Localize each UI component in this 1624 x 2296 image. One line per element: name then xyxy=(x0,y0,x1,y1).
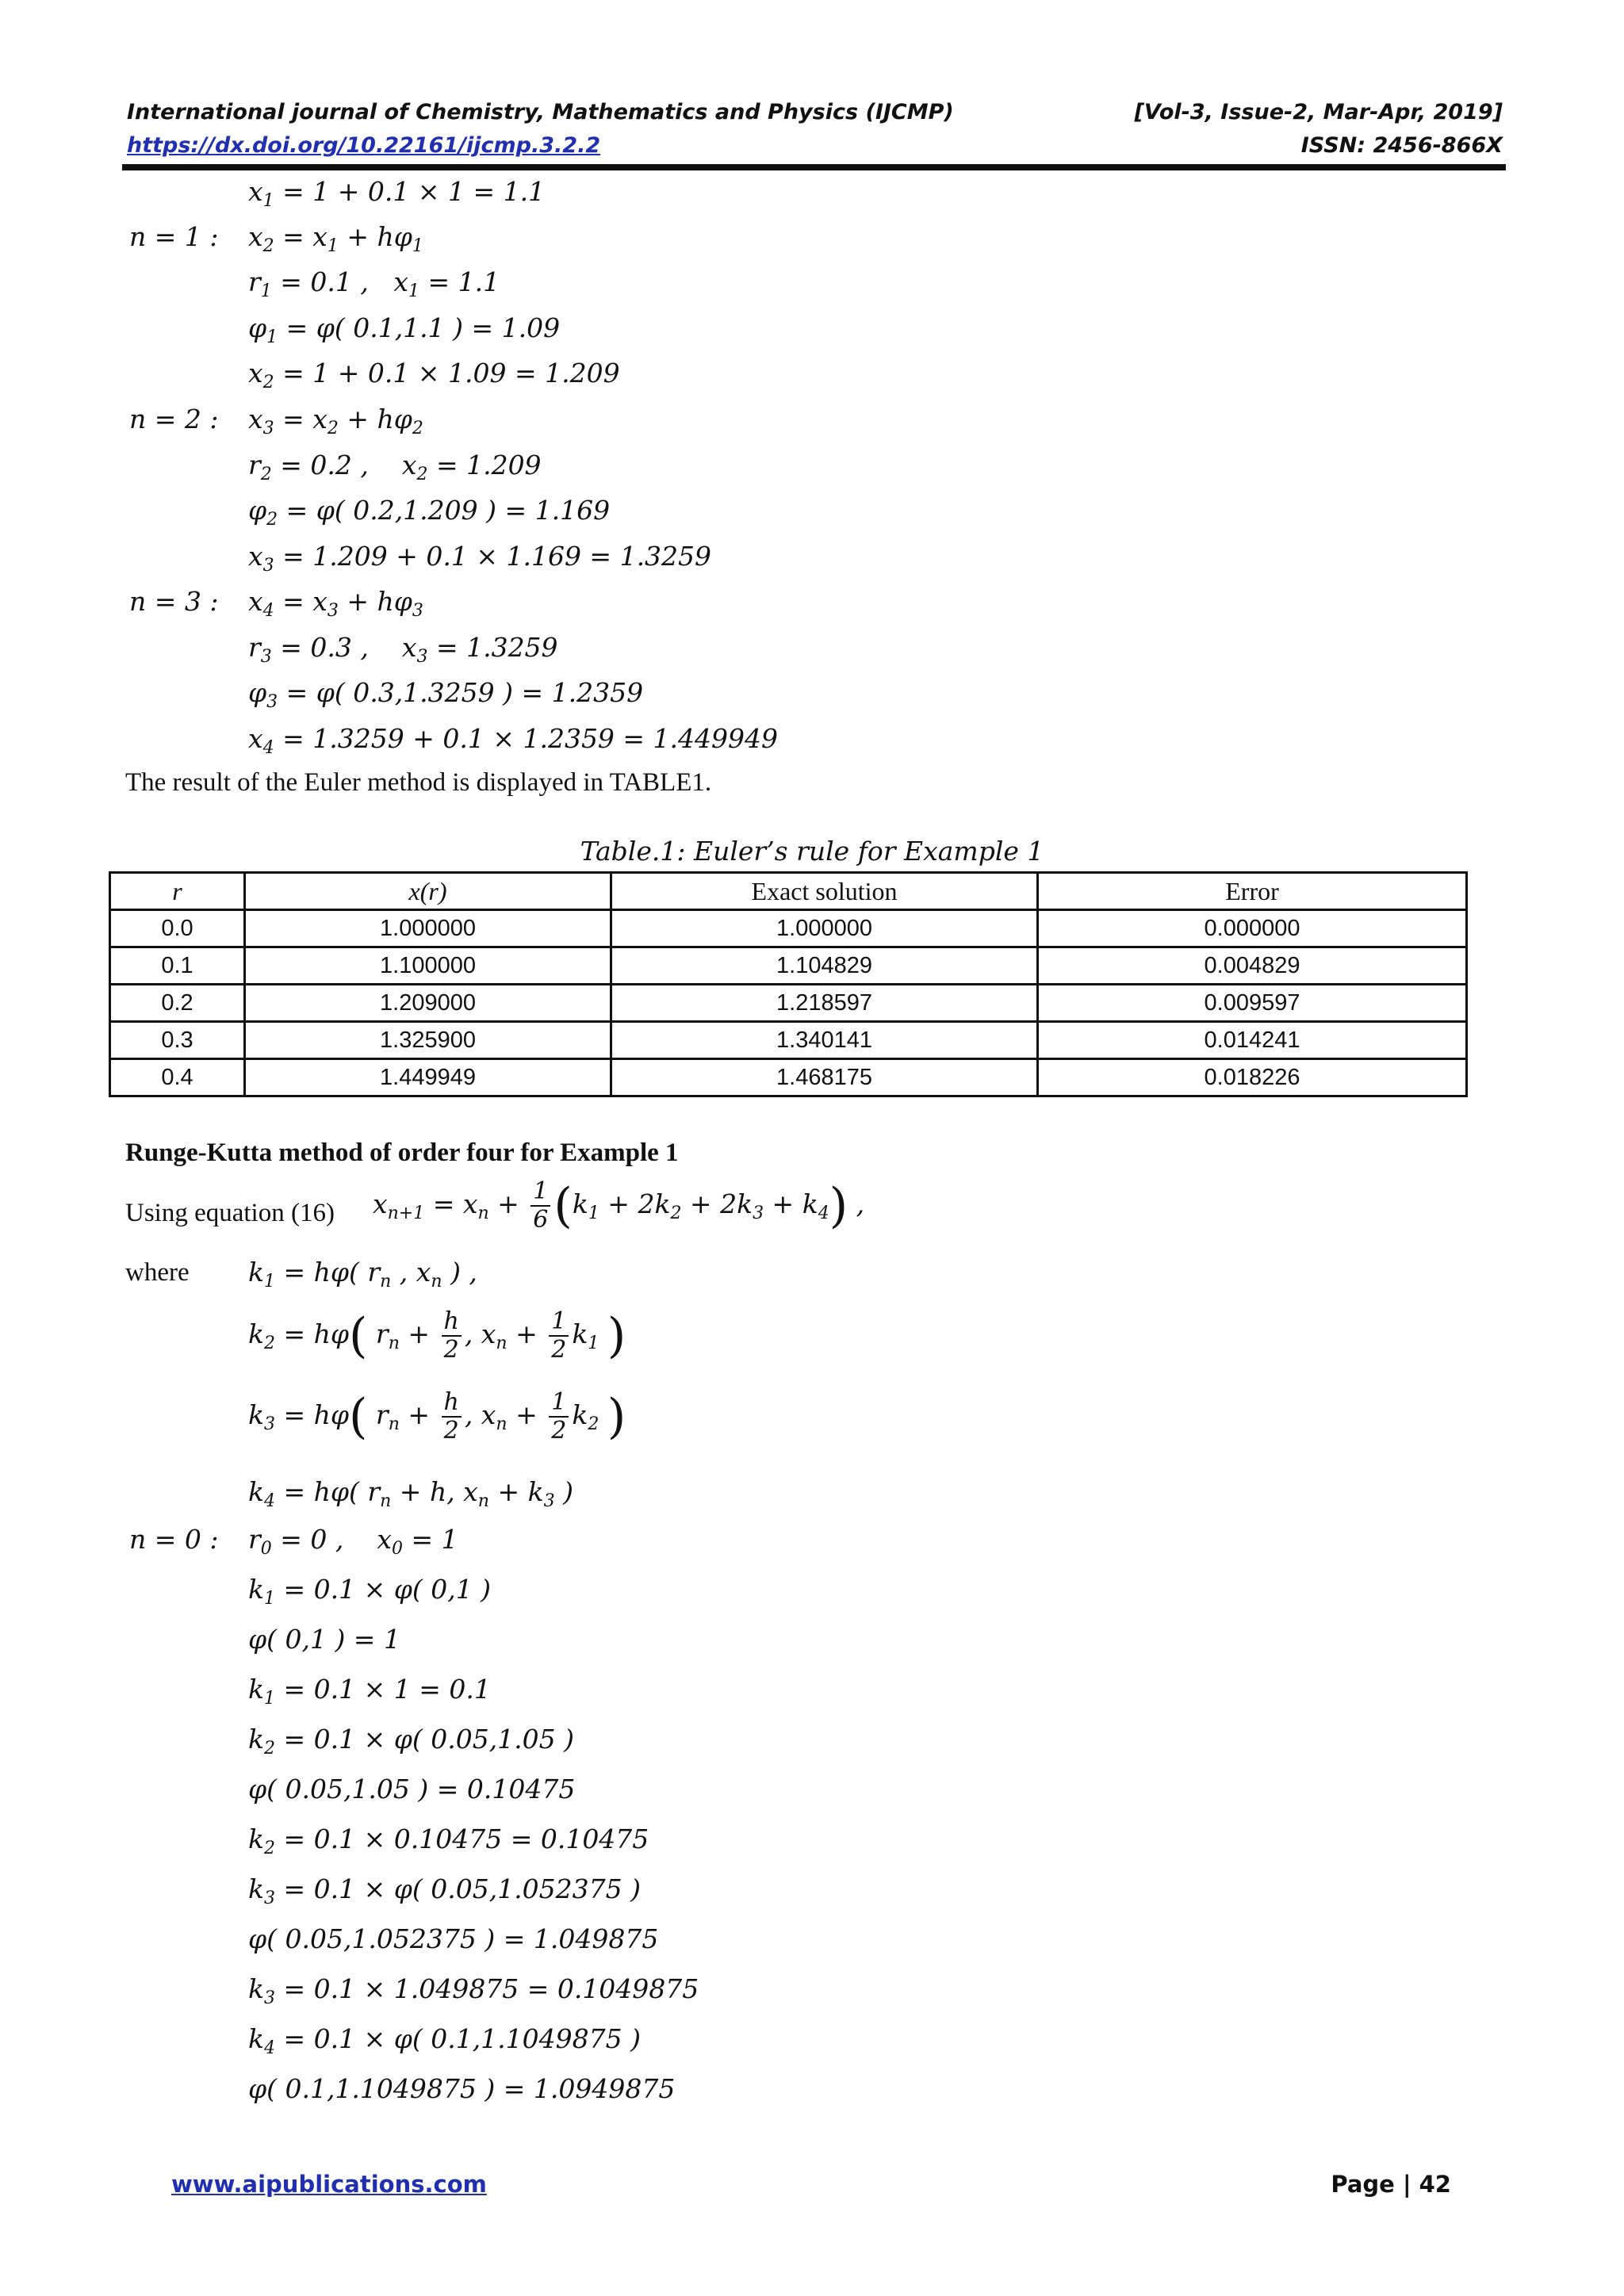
rk-line-2: φ( 0,1 ) = 1 xyxy=(248,1624,400,1655)
table-cell: 0.1 xyxy=(110,947,245,985)
euler-n1-result: $x_2 = 1 + 0.1 \times 1.09 = 1.209$ xyxy=(248,358,620,392)
euler-n3-label: n = 3 : xyxy=(129,586,219,617)
table-cell: 1.325900 xyxy=(245,1022,611,1059)
euler-n1-phi: $\varphi_1 = \varphi$( 0.1,1.1 ) = 1.09 xyxy=(248,312,561,347)
col-header-exact: Exact solution xyxy=(611,873,1038,910)
table-cell: 1.468175 xyxy=(611,1059,1038,1096)
table-cell: 1.100000 xyxy=(245,947,611,985)
euler-n3-vals: $r_3 = 0.3$ , $x_3 = 1.3259$ xyxy=(248,632,558,667)
euler-result-text: The result of the Euler method is displayed in TABLE1. xyxy=(125,768,712,797)
rk-line-5: φ( 0.05,1.05 ) = 0.10475 xyxy=(248,1774,576,1804)
table-cell: 0.018226 xyxy=(1038,1059,1467,1096)
rk-line-4: $k_2 = 0.1 \times \varphi$( 0.05,1.05 ) xyxy=(248,1724,575,1758)
euler-n3-phi: $\varphi_3 = \varphi$( 0.3,1.3259 ) = 1.2359 xyxy=(248,677,644,712)
table-cell: 1.104829 xyxy=(611,947,1038,985)
euler-n2-result: $x_3 = 1.209 + 0.1 \times 1.169 = 1.3259$ xyxy=(248,541,712,576)
table-header-row xyxy=(110,873,1467,910)
col-header-r: r xyxy=(110,873,245,910)
rk-line-7: $k_3 = 0.1 \times \varphi$( 0.05,1.052375 ) xyxy=(248,1873,642,1908)
table-caption: Table.1: Euler’s rule for Example 1 xyxy=(580,836,1044,867)
issn: ISSN: 2456-866X xyxy=(1300,133,1503,158)
table-cell: 1.000000 xyxy=(245,910,611,947)
rk-line-11: φ( 0.1,1.1049875 ) = 1.0949875 xyxy=(248,2073,676,2104)
euler-n2-step: $x_3 = x_2 + h\varphi_2$ xyxy=(248,404,423,438)
rk-formula: $x_{n+1} = x_n$ + $\frac{1}{6}$ $(k_1 + 2k_2 + 2k_3 + k_4)$ , xyxy=(373,1177,865,1234)
volume-info: [Vol-3, Issue-2, Mar-Apr, 2019] xyxy=(1134,100,1503,124)
table-cell: 0.009597 xyxy=(1038,985,1467,1022)
rk-n0-label: n = 0 : xyxy=(129,1524,219,1555)
table-cell: 1.340141 xyxy=(611,1022,1038,1059)
doi-link[interactable]: https://dx.doi.org/10.22161/ijcmp.3.2.2 xyxy=(127,133,601,158)
footer-page-number: Page | 42 xyxy=(1331,2171,1451,2198)
journal-title: International journal of Chemistry, Mathematics and Physics (IJCMP) xyxy=(127,100,954,124)
header-rule xyxy=(122,164,1506,170)
euler-n3-result: $x_4 = 1.3259 + 0.1 \times 1.2359 = 1.449949$ xyxy=(248,723,779,758)
rk-heading: Runge-Kutta method of order four for Example 1 xyxy=(125,1138,679,1167)
rk-k1-def: $k_1 = h\varphi$( $r_n$ , $x_n$ ) , xyxy=(248,1257,477,1292)
rk-line-3: $k_1 = 0.1 \times 1 = 0.1$ xyxy=(248,1674,491,1709)
rk-where-text: where xyxy=(125,1258,190,1287)
col-header-xr: x(r) xyxy=(245,873,611,910)
table-row xyxy=(110,1059,1467,1096)
euler-n1-step: $x_2 = x_1 + h\varphi_1$ xyxy=(248,221,423,256)
euler-n1-label: n = 1 : xyxy=(129,221,219,252)
table-row xyxy=(110,1022,1467,1059)
table-row xyxy=(110,910,1467,947)
rk-line-10: $k_4 = 0.1 \times \varphi$( 0.1,1.1049875 ) xyxy=(248,2023,642,2058)
table-cell: 0.2 xyxy=(110,985,245,1022)
euler-x1-calc: $x_1 = 1 + 0.1 \times 1 = 1.1$ xyxy=(248,176,546,211)
table-row xyxy=(110,947,1467,985)
euler-n1-vals: $r_1 = 0.1$ , $x_1 = 1.1$ xyxy=(248,266,500,301)
rk-line-1: $k_1 = 0.1 \times \varphi$( 0,1 ) xyxy=(248,1574,492,1609)
table-cell: 1.218597 xyxy=(611,985,1038,1022)
euler-n2-vals: $r_2 = 0.2$ , $x_2 = 1.209$ xyxy=(248,450,542,484)
table-cell: 1.209000 xyxy=(245,985,611,1022)
euler-n2-label: n = 2 : xyxy=(129,404,219,434)
rk-line-8: φ( 0.05,1.052375 ) = 1.049875 xyxy=(248,1923,659,1954)
rk-using-text: Using equation (16) xyxy=(125,1199,335,1227)
rk-k3-def: $k_3 = h\varphi$( $r_n$ + $\frac{h}{2}$ , $x_n$ + $\frac{1}{2}$ $k_2$ ) xyxy=(248,1388,626,1445)
table-cell: 0.014241 xyxy=(1038,1022,1467,1059)
footer-website-link[interactable]: www.aipublications.com xyxy=(171,2171,487,2198)
rk-k2-def: $k_2 = h\varphi$( $r_n$ + $\frac{h}{2}$ , $x_n$ + $\frac{1}{2}$ $k_1$ ) xyxy=(248,1307,626,1364)
table-cell: 0.0 xyxy=(110,910,245,947)
table-cell: 1.449949 xyxy=(245,1059,611,1096)
table-row xyxy=(110,985,1467,1022)
table-cell: 0.000000 xyxy=(1038,910,1467,947)
rk-k4-def: $k_4 = h\varphi$( $r_n + h$, $x_n + k_3$ ) xyxy=(248,1476,573,1511)
table-cell: 0.004829 xyxy=(1038,947,1467,985)
col-header-error: Error xyxy=(1038,873,1467,910)
table-cell: 1.000000 xyxy=(611,910,1038,947)
rk-line-9: $k_3 = 0.1 \times 1.049875 = 0.1049875$ xyxy=(248,1973,699,2008)
euler-table xyxy=(109,871,1468,1097)
table-cell: 0.3 xyxy=(110,1022,245,1059)
euler-n3-step: $x_4 = x_3 + h\varphi_3$ xyxy=(248,586,423,621)
rk-n0-vals: $r_0 = 0$ , $x_0 = 1$ xyxy=(248,1524,458,1559)
euler-n2-phi: $\varphi_2 = \varphi$( 0.2,1.209 ) = 1.169 xyxy=(248,495,611,530)
table-cell: 0.4 xyxy=(110,1059,245,1096)
rk-line-6: $k_2 = 0.1 \times 0.10475 = 0.10475$ xyxy=(248,1823,649,1858)
